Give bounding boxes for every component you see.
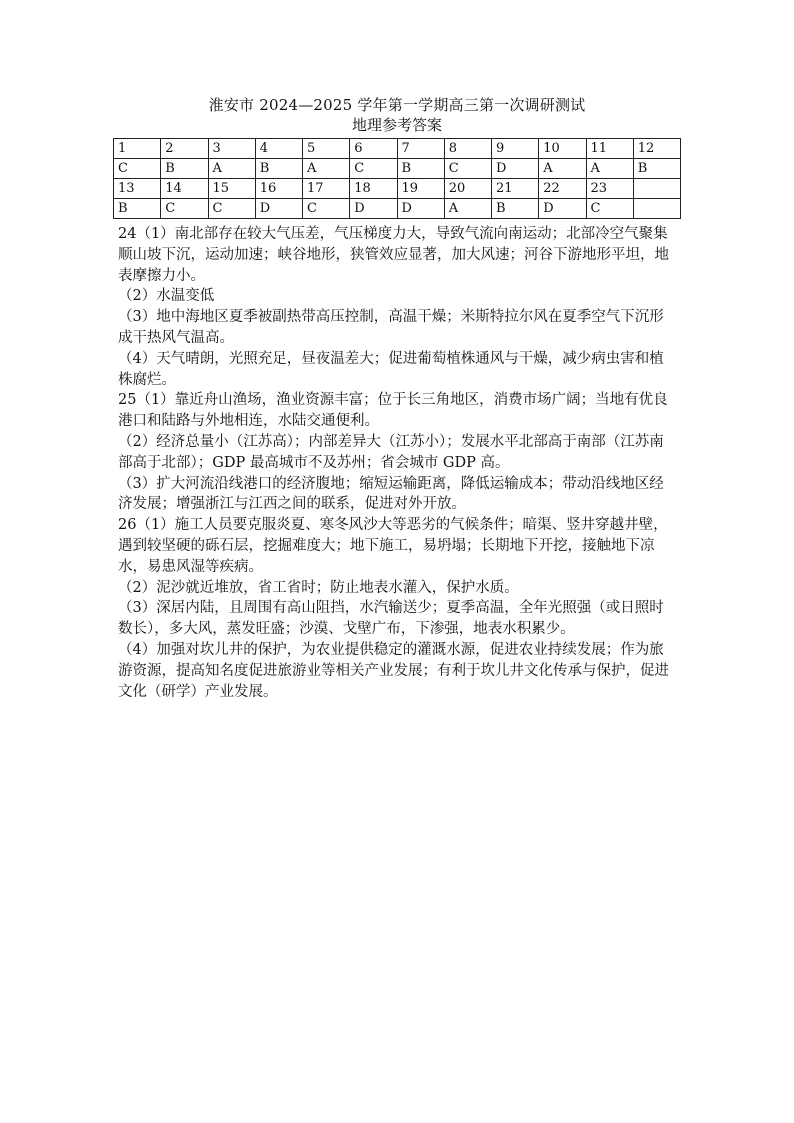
table-cell: 3	[208, 139, 255, 159]
table-cell: C	[350, 159, 397, 179]
table-cell: 14	[161, 179, 208, 199]
document-subtitle: 地理参考答案	[351, 116, 442, 134]
table-cell: C	[586, 199, 633, 219]
table-cell: D	[492, 159, 539, 179]
table-cell: A	[208, 159, 255, 179]
table-cell	[633, 179, 680, 199]
table-cell: 11	[586, 139, 633, 159]
table-cell: B	[161, 159, 208, 179]
table-cell: D	[350, 199, 397, 219]
table-cell: B	[255, 159, 302, 179]
table-cell: 18	[350, 179, 397, 199]
answer-explanations	[118, 224, 678, 702]
table-cell: 23	[586, 179, 633, 199]
table-cell: B	[114, 199, 161, 219]
table-cell: 9	[492, 139, 539, 159]
table-cell: 5	[303, 139, 350, 159]
table-cell: 10	[539, 139, 586, 159]
table-cell: 2	[161, 139, 208, 159]
table-cell: A	[444, 199, 491, 219]
table-cell: 20	[444, 179, 491, 199]
answer-paragraph: （2）泥沙就近堆放，省工省时；防止地表水灌入，保护水质。	[118, 579, 519, 596]
answer-table	[113, 138, 681, 219]
table-cell: C	[208, 199, 255, 219]
table-cell: A	[586, 159, 633, 179]
table-cell: 7	[397, 139, 444, 159]
table-cell: 4	[255, 139, 302, 159]
table-cell: 19	[397, 179, 444, 199]
table-cell: A	[539, 159, 586, 179]
table-cell: D	[397, 199, 444, 219]
table-cell: 6	[350, 139, 397, 159]
table-cell: 15	[208, 179, 255, 199]
table-cell: 22	[539, 179, 586, 199]
table-row	[114, 139, 681, 159]
table-cell: D	[255, 199, 302, 219]
table-cell: B	[633, 159, 680, 179]
table-cell: B	[492, 199, 539, 219]
table-cell: 17	[303, 179, 350, 199]
answer-paragraph: 24（1）南北部存在较大气压差，气压梯度力大，导致气流向南运动；北部冷空气聚集顺山坡下沉，运动加速；峡谷地形，狭管效应显著，加大风速；河谷下游地形平坦，地表摩擦力小。	[118, 226, 669, 284]
table-cell: C	[444, 159, 491, 179]
table-cell: 1	[114, 139, 161, 159]
table-cell: B	[397, 159, 444, 179]
document-title: 淮安市 2024—2025 学年第一学期高三第一次调研测试	[208, 96, 586, 114]
answer-paragraph: （2）经济总量小（江苏高）；内部差异大（江苏小）；发展水平北部高于南部（江苏南部高于北部）；GDP 最高城市不及苏州；省会城市 GDP 高。	[118, 433, 664, 471]
table-cell: 21	[492, 179, 539, 199]
table-row	[114, 159, 681, 179]
table-row	[114, 179, 681, 199]
table-cell: C	[303, 199, 350, 219]
table-cell	[633, 199, 680, 219]
answer-paragraph: （3）深居内陆，且周围有高山阻挡，水汽输送少；夏季高温，全年光照强（或日照时数长），多大风，蒸发旺盛；沙漠、戈壁广布，下渗强，地表水积累少。	[118, 600, 664, 638]
table-cell: A	[303, 159, 350, 179]
table-cell: 8	[444, 139, 491, 159]
table-cell: D	[539, 199, 586, 219]
table-cell: C	[114, 159, 161, 179]
table-cell: 13	[114, 179, 161, 199]
answer-paragraph: （2）水温变低	[118, 288, 215, 305]
answer-paragraph: （4）加强对坎儿井的保护，为农业提供稳定的灌溉水源，促进农业持续发展；作为旅游资源，提高知名度促进旅游业等相关产业发展；有利于坎儿井文化传承与保护，促进文化（研学）产业发展。	[118, 641, 669, 700]
answer-paragraph: 25（1）靠近舟山渔场，渔业资源丰富；位于长三角地区，消费市场广阔；当地有优良港口和陆路与外地相连，水陆交通便利。	[118, 392, 668, 430]
answer-paragraph: （3）扩大河流沿线港口的经济腹地；缩短运输距离，降低运输成本；带动沿线地区经济发展；增强浙江与江西之间的联系，促进对外开放。	[118, 475, 664, 513]
table-cell: 12	[633, 139, 680, 159]
table-cell: 16	[255, 179, 302, 199]
table-row	[114, 199, 681, 219]
answer-paragraph: （4）天气晴朗，光照充足，昼夜温差大；促进葡萄植株通风与干燥，减少病虫害和植株腐烂。	[118, 350, 664, 388]
table-cell: C	[161, 199, 208, 219]
answer-paragraph: 26（1）施工人员要克服炎夏、寒冬风沙大等恶劣的气候条件；暗渠、竖井穿越井壁，遇到较坚硬的砾石层，挖掘难度大；地下施工，易坍塌；长期地下开挖，接触地下凉水，易患风湿等疾病。	[118, 517, 668, 575]
answer-paragraph: （3）地中海地区夏季被副热带高压控制，高温干燥；米斯特拉尔风在夏季空气下沉形成干热风气温高。	[118, 309, 664, 346]
